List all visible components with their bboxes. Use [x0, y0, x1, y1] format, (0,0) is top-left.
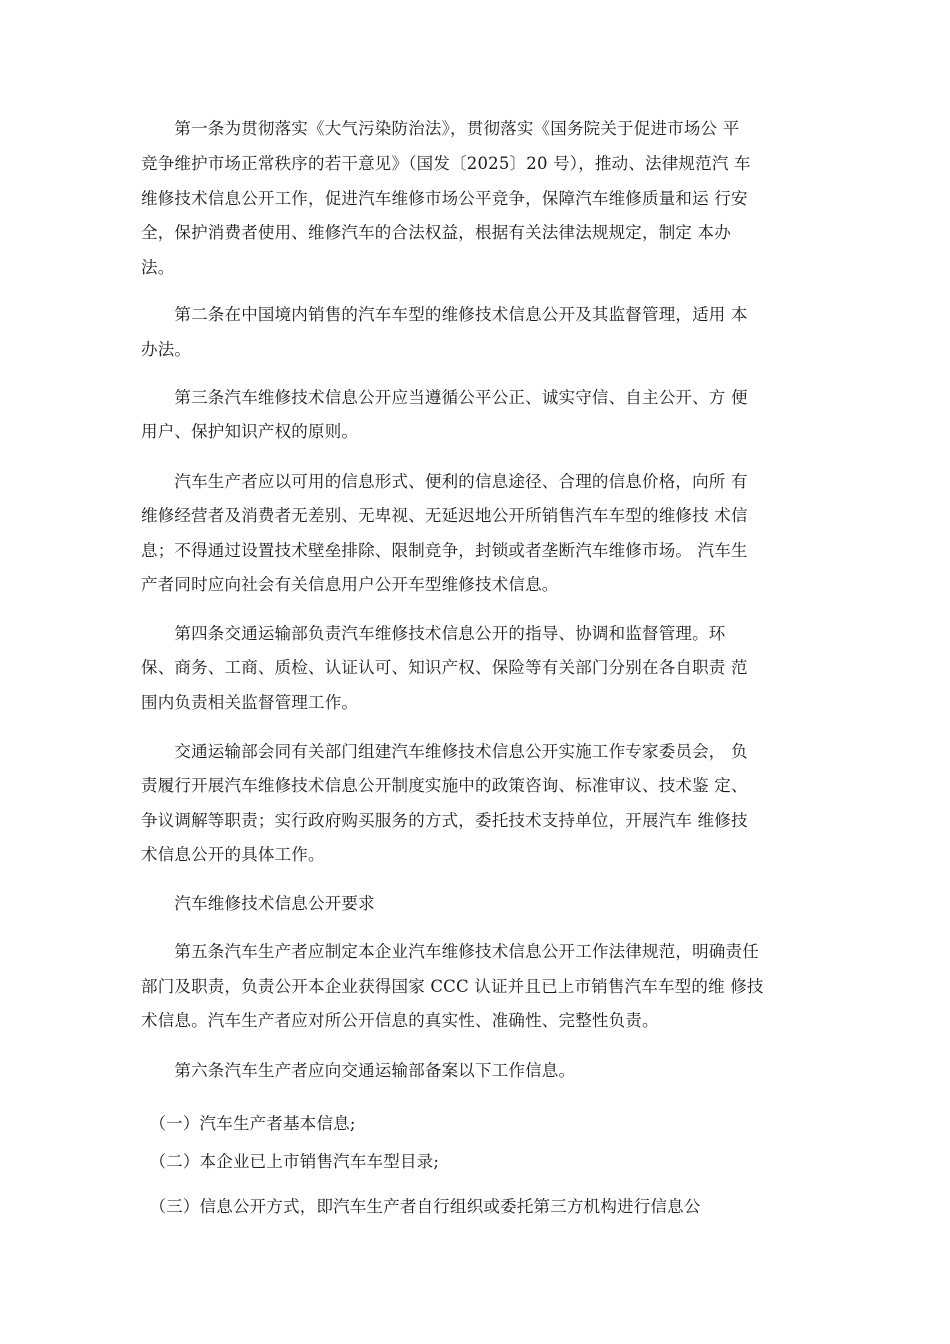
text-line: 息；不得通过设置技术壁垒排除、限制竞争，封锁或者垄断汽车维修市场。 汽车生 [141, 541, 748, 560]
text-line: 争议调解等职责；实行政府购买服务的方式，委托技术支持单位，开展汽车 维修技 [141, 811, 748, 830]
text-line: 第六条汽车生产者应向交通运输部备案以下工作信息。 [141, 1061, 576, 1080]
text-line: 保、商务、工商、质检、认证认可、知识产权、保险等有关部门分别在各自职责 范 [141, 658, 748, 677]
text-line: 办法。 [141, 340, 192, 359]
text-line: 第四条交通运输部负责汽车维修技术信息公开的指导、协调和监督管理。环 [141, 624, 726, 643]
list-item: （一）汽车生产者基本信息; [141, 1114, 356, 1133]
text-line: 交通运输部会同有关部门组建汽车维修技术信息公开实施工作专家委员会， 负 [141, 742, 748, 761]
text-line: 第一条为贯彻落实《大气污染防治法》，贯彻落实《国务院关于促进市场公 平 [141, 119, 740, 138]
list-item: （三）信息公开方式，即汽车生产者自行组织或委托第三方机构进行信息公 [141, 1197, 701, 1216]
text-line: 第三条汽车维修技术信息公开应当遵循公平公正、诚实守信、自主公开、方 便 [141, 388, 748, 407]
text-line: 部门及职责，负责公开本企业获得国家 CCC 认证并且已上市销售汽车车型的维 修技 [141, 977, 764, 996]
text-line: 术信息。汽车生产者应对所公开信息的真实性、准确性、完整性负责。 [141, 1011, 659, 1030]
list-item: （二）本企业已上市销售汽车车型目录; [141, 1152, 440, 1171]
text-line: 竞争维护市场正常秩序的若干意见》（国发〔2025〕20 号），推动、法律规范汽 车 [141, 154, 751, 173]
text-line: 术信息公开的具体工作。 [141, 845, 325, 864]
text-line: 围内负责相关监督管理工作。 [141, 693, 359, 712]
text-line: 第五条汽车生产者应制定本企业汽车维修技术信息公开工作法律规范，明确责任 [141, 942, 759, 961]
text-line: 第二条在中国境内销售的汽车车型的维修技术信息公开及其监督管理，适用 本 [141, 305, 748, 324]
section-heading: 汽车维修技术信息公开要求 [141, 894, 375, 913]
text-line: 全，保护消费者使用、维修汽车的合法权益，根据有关法律法规规定，制定 本办 [141, 223, 731, 242]
text-line: 汽车生产者应以可用的信息形式、便利的信息途径、合理的信息价格，向所 有 [141, 472, 748, 491]
text-line: 维修技术信息公开工作，促进汽车维修市场公平竞争，保障汽车维修质量和运 行安 [141, 189, 748, 208]
text-line: 维修经营者及消费者无差别、无卑视、无延迟地公开所销售汽车车型的维修技 术信 [141, 506, 748, 525]
text-line: 法。 [141, 258, 175, 277]
text-line: 产者同时应向社会有关信息用户公开车型维修技术信息。 [141, 575, 559, 594]
text-line: 责履行开展汽车维修技术信息公开制度实施中的政策咨询、标准审议、技术鉴 定、 [141, 776, 748, 795]
text-line: 用户、保护知识产权的原则。 [141, 422, 359, 441]
